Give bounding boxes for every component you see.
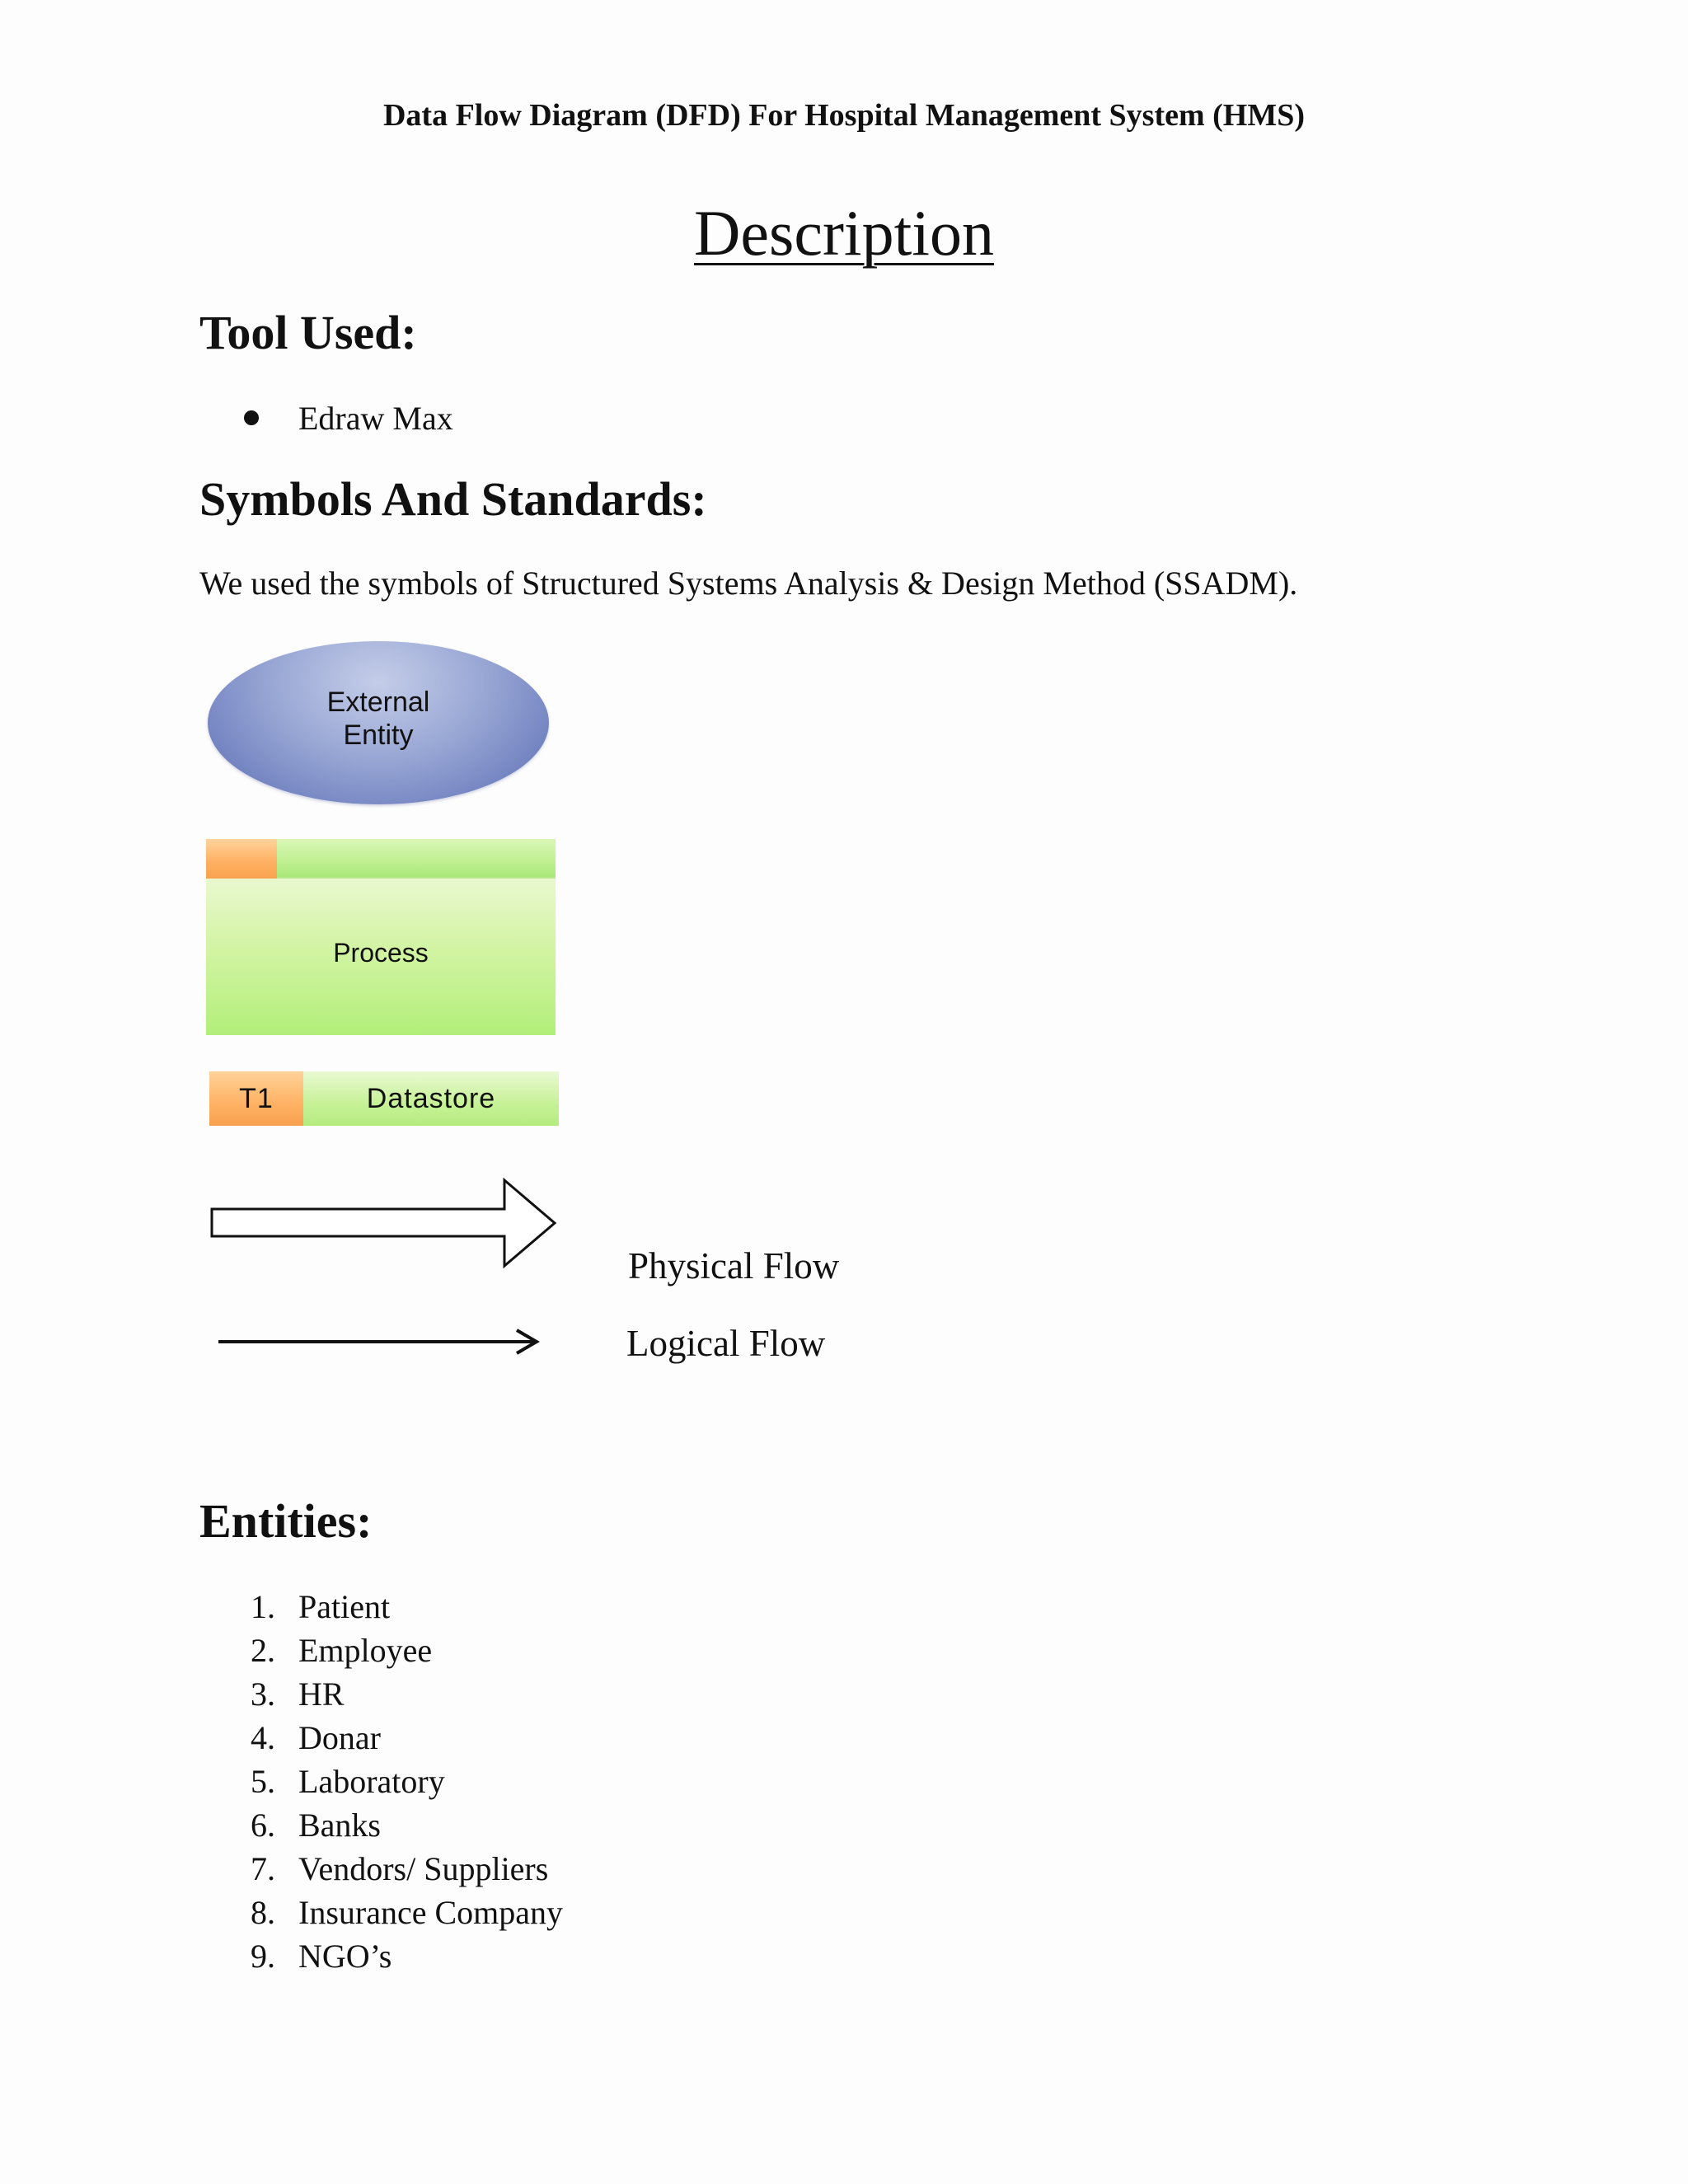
- list-number: 2.: [251, 1632, 275, 1669]
- list-number: 9.: [251, 1938, 275, 1975]
- list-number: 6.: [251, 1807, 275, 1844]
- list-label: HR: [298, 1675, 345, 1713]
- list-number: 3.: [251, 1675, 275, 1713]
- list-number: 7.: [251, 1850, 275, 1887]
- list-label: Employee: [298, 1632, 433, 1669]
- list-label: Donar: [298, 1719, 381, 1756]
- tool-used-heading: Tool Used:: [199, 306, 417, 359]
- physical-flow-label: Physical Flow: [628, 1245, 840, 1286]
- entities-heading: Entities:: [199, 1494, 373, 1548]
- logical-flow-label: Logical Flow: [626, 1323, 826, 1364]
- list-label: Insurance Company: [298, 1894, 564, 1931]
- list-label: Banks: [298, 1807, 381, 1844]
- list-number: 4.: [251, 1719, 275, 1756]
- symbols-heading: Symbols And Standards:: [199, 472, 707, 526]
- list-label: Vendors/ Suppliers: [298, 1850, 549, 1887]
- list-label: Laboratory: [298, 1763, 445, 1800]
- list-label: Patient: [298, 1588, 391, 1625]
- list-number: 8.: [251, 1894, 275, 1931]
- description-heading: Description: [694, 197, 994, 269]
- document-title: Data Flow Diagram (DFD) For Hospital Management System (HMS): [382, 98, 1305, 133]
- datastore-label: Datastore: [366, 1083, 496, 1114]
- list-label: NGO’s: [298, 1938, 392, 1975]
- tool-item: Edraw Max: [298, 400, 453, 437]
- list-number: 5.: [251, 1763, 275, 1800]
- datastore-id: T1: [209, 1071, 303, 1126]
- symbols-intro: We used the symbols of Structured Systems Analysis & Design Method (SSADM).: [199, 565, 1298, 602]
- list-number: 1.: [251, 1588, 275, 1625]
- process-label: Process: [333, 938, 429, 968]
- external-entity-label: External Entity: [326, 687, 430, 751]
- physical-flow-arrow-icon: [212, 1180, 555, 1266]
